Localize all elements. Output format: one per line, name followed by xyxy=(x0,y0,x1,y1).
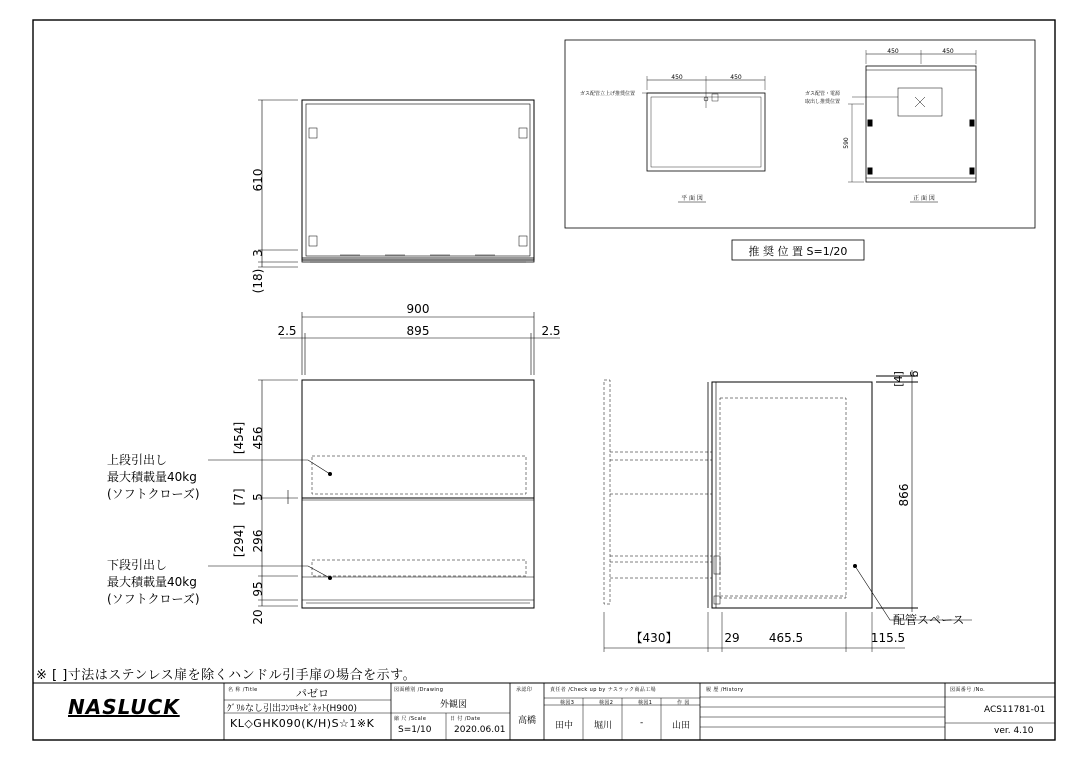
dim-total-width: 900 xyxy=(406,302,430,316)
dim-side-a: 29 xyxy=(724,631,740,645)
elev-pipe-label-1: ガス配管・電源 xyxy=(805,91,841,97)
drawing-number: ACS11781-01 xyxy=(984,705,1046,715)
date-value: 2020.06.01 xyxy=(454,725,506,735)
check-col-3: 検図1 xyxy=(638,700,653,706)
recommended-title: 推 奨 位 置 S=1/20 xyxy=(748,245,848,258)
elev-dim-b: 450 xyxy=(942,48,954,55)
date-header: 日 付 /Date xyxy=(450,716,481,722)
dim-inner-width: 895 xyxy=(406,324,430,338)
check-col-4: 作 図 xyxy=(677,700,690,706)
plan-pipe-label: ガス配管立上げ推奨位置 xyxy=(580,91,636,97)
plan-dim-a: 450 xyxy=(671,74,683,81)
dim-base: 20 xyxy=(251,609,265,625)
dim-lower-bracket: [294] xyxy=(232,524,246,558)
product-name: パゼロ xyxy=(296,687,329,700)
dim-top-bracket: [4] xyxy=(892,371,905,387)
upper-drawer-label: 上段引出し xyxy=(107,453,168,467)
version: ver. 4.10 xyxy=(994,726,1034,736)
dim-depth: 610 xyxy=(251,168,265,192)
checker-3: - xyxy=(640,718,644,728)
dim-plinth: 95 xyxy=(251,581,265,597)
elevation-view-label: 正 面 図 xyxy=(913,195,935,202)
elev-pipe-label-2: 取出し推奨位置 xyxy=(805,99,841,105)
dim-handle: 【430】 xyxy=(630,631,678,645)
approver-name: 高橋 xyxy=(518,716,537,726)
dim-gap: 5 xyxy=(251,493,265,501)
drawing-type: 外観図 xyxy=(440,700,468,710)
checker-4: 山田 xyxy=(672,721,691,731)
lower-drawer-load: 最大積載量40kg xyxy=(107,575,197,589)
checker-2: 堀川 xyxy=(594,721,613,731)
nasluck-logo: NASLUCK xyxy=(68,695,180,719)
upper-drawer-softclose: (ソフトクローズ) xyxy=(107,487,200,501)
product-description: ｸﾞﾘﾙなし引出ｺﾝﾛｷｬﾋﾞﾈｯﾄ(H900) xyxy=(227,704,357,714)
dim-gap-bracket: [7] xyxy=(232,488,246,506)
approve-header: 承認印 xyxy=(516,687,533,693)
model-number: KL◇GHK090(K/H)S☆1※K xyxy=(230,717,375,730)
plan-dim-b: 450 xyxy=(730,74,742,81)
check-col-1: 検図3 xyxy=(560,700,575,706)
dim-upper: 456 xyxy=(251,426,265,450)
bracket-dimension-note: ※ [ ]寸法はステンレス扉を除くハンドル引手扉の場合を示す。 xyxy=(36,668,417,683)
scale-header: 縮 尺 /Scale xyxy=(394,716,427,722)
dim-upper-bracket: [454] xyxy=(232,421,246,455)
dim-mid: 3 xyxy=(251,249,265,257)
drawing-no-header: 図面番号 /No. xyxy=(950,687,986,693)
dim-height: 866 xyxy=(897,483,911,507)
dim-side-c: 115.5 xyxy=(870,631,906,645)
dim-bottom: (18) xyxy=(251,268,265,294)
history-header: 履 歴 /History xyxy=(706,687,744,693)
elev-dim-v: 590 xyxy=(843,137,850,149)
checker-1: 田中 xyxy=(555,721,574,731)
top-view xyxy=(258,100,534,267)
drawing-header: 図面種別 /Drawing xyxy=(394,687,444,693)
dim-side-b: 465.5 xyxy=(768,631,804,645)
check-header: 責任者 /Check up by ナスラック商品工場 xyxy=(550,687,656,693)
recommended-box xyxy=(565,40,1035,260)
width-dimensions xyxy=(280,312,560,375)
lower-drawer-label: 下段引出し xyxy=(107,558,168,572)
scale-value: S=1/10 xyxy=(398,725,432,735)
elev-dim-a: 450 xyxy=(887,48,899,55)
dim-left: 2.5 xyxy=(277,324,297,338)
dim-lower: 296 xyxy=(251,529,265,553)
check-col-2: 検図2 xyxy=(599,700,614,706)
plan-view-label: 平 面 図 xyxy=(681,195,703,202)
pipe-space-label: 配管スペース xyxy=(893,613,965,627)
side-view xyxy=(604,370,972,652)
upper-drawer-load: 最大積載量40kg xyxy=(107,470,197,484)
dim-right: 2.5 xyxy=(541,324,561,338)
dim-top: 6 xyxy=(908,370,921,378)
name-header: 名 称 /Title xyxy=(228,687,258,693)
title-block xyxy=(34,683,1054,739)
lower-drawer-softclose: (ソフトクローズ) xyxy=(107,592,200,606)
